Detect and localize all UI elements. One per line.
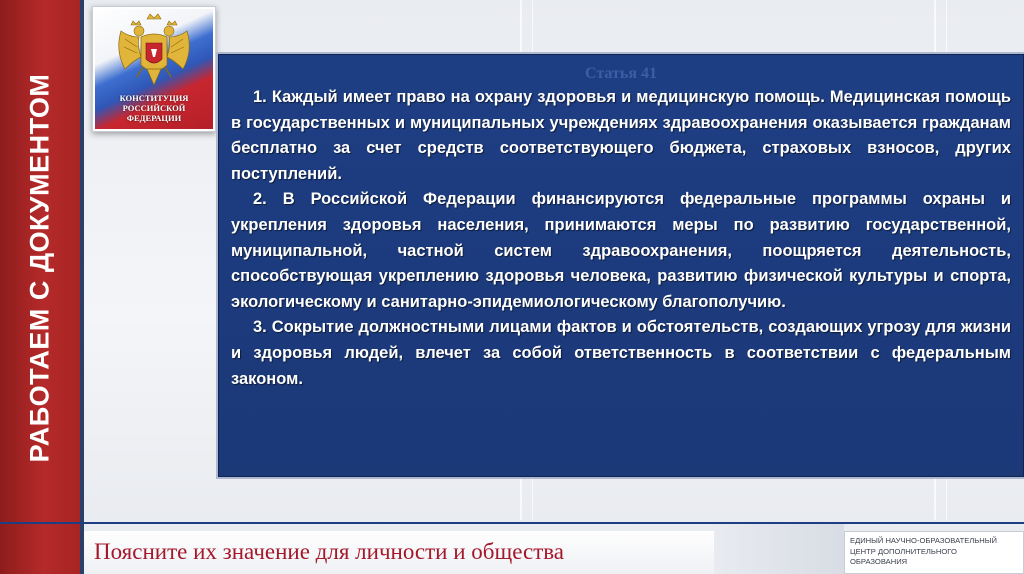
org-line: ЦЕНТР ДОПОЛНИТЕЛЬНОГО (850, 546, 957, 556)
question-text: Поясните их значение для личности и общества (94, 539, 565, 564)
article-panel (218, 54, 1024, 477)
organization-logo (844, 531, 1024, 574)
caption-line: ФЕДЕРАЦИИ (126, 113, 182, 123)
footer-spacer (714, 524, 844, 574)
article-text (231, 85, 1011, 392)
caption-line: РОССИЙСКОЙ (122, 103, 186, 113)
article-title: Статья 41 (585, 65, 657, 82)
article-paragraph-3: 3. Сокрытие должностными лицами фактов и обстоятельств, создающих угрозу для жизни и здоровья людей, влечет за собой ответственность в соответствии с федеральным законом. (231, 318, 1011, 388)
side-label: РАБОТАЕМ С ДОКУМЕНТОМ (24, 73, 55, 463)
side-band (0, 0, 80, 574)
question-bar (84, 531, 714, 574)
org-line: ЕДИНЫЙ НАУЧНО-ОБРАЗОВАТЕЛЬНЫЙ (850, 536, 997, 545)
article-paragraph-2: 2. В Российской Федерации финансируются федеральные программы охраны и укрепления здоровья населения, принимаются меры по развитию государственной, муниципальной, частной систем здравоохранения, поощряется деятельность, способствующая укреплению здоровья человека, развитию физической культуры и спорта, экологическому и санитарно-эпидемиологическому благополучию. (231, 190, 1011, 311)
coat-of-arms-icon (111, 11, 197, 93)
org-line: ОБРАЗОВАНИЯ (850, 557, 908, 566)
footer-divider (0, 522, 1024, 524)
organization-name (850, 536, 1022, 568)
emblem-caption (93, 93, 215, 123)
caption-line: КОНСТИТУЦИЯ (119, 93, 189, 103)
article-paragraph-1: 1. Каждый имеет право на охрану здоровья и медицинскую помощь. Медицинская помощь в государственных и муниципальных учреждениях здравоохранения оказывается гражданам бесплатно за счет средств соответствующего бюджета, страховых взносов, других поступлений. (231, 88, 1011, 183)
constitution-emblem (92, 6, 216, 132)
